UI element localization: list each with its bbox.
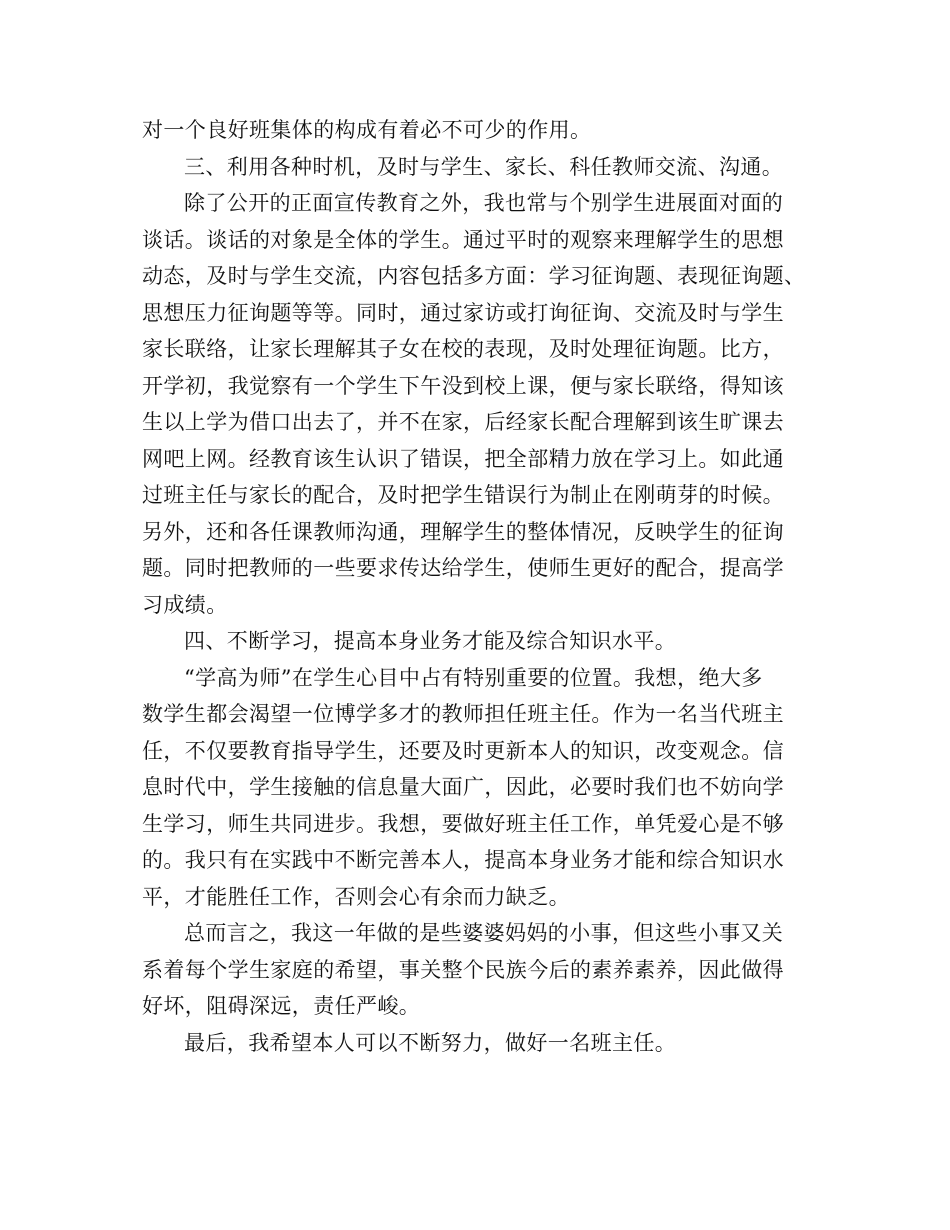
text-line: 任，不仅要教育指导学生，还要及时更新本人的知识，改变观念。信 [142, 738, 784, 763]
text-line: 动态，及时与学生交流，内容包括多方面：学习征询题、表现征询题、 [142, 264, 806, 288]
text-line: 最后，我希望本人可以不断努力，做好一名班主任。 [184, 1030, 677, 1055]
text-line: 好坏，阻碍深远，责任严峻。 [142, 994, 421, 1018]
text-line: 思想压力征询题等等。同时，通过家访或打询征询、交流及时与学生 [142, 300, 784, 325]
text-line: 平，才能胜任工作，否则会心有余而力缺乏。 [142, 884, 570, 909]
text-line: 开学初，我觉察有一个学生下午没到校上课，便与家长联络，得知该 [142, 373, 784, 398]
text-line: 系着每个学生家庭的希望，事关整个民族今后的素养素养，因此做得 [142, 957, 784, 982]
text-line: “学高为师”在学生心目中占有特别重要的位置。我想，绝大多 [184, 665, 763, 690]
text-line: 习成绩。 [142, 592, 228, 617]
text-line: 四、不断学习，提高本身业务才能及综合知识水平。 [184, 629, 677, 653]
text-line: 家长联络，让家长理解其子女在校的表现，及时处理征询题。比方， [142, 337, 784, 361]
text-line: 的。我只有在实践中不断完善本人，提高本身业务才能和综合知识水 [142, 848, 784, 872]
text-line: 三、利用各种时机，及时与学生、家长、科任教师交流、沟通。 [184, 154, 784, 179]
text-line: 生以上学为借口出去了，并不在家，后经家长配合理解到该生旷课去 [142, 410, 784, 434]
text-line: 网吧上网。经教育该生认识了错误，把全部精力放在学习上。如此通 [142, 446, 784, 471]
text-line: 谈话。谈话的对象是全体的学生。通过平时的观察来理解学生的思想 [142, 227, 784, 252]
text-line: 题。同时把教师的一些要求传达给学生，使师生更好的配合，提高学 [142, 556, 784, 580]
text-line: 过班主任与家长的配合，及时把学生错误行为制止在刚萌芽的时候。 [142, 483, 784, 507]
text-line: 生学习，师生共同进步。我想，要做好班主任工作，单凭爱心是不够 [142, 811, 784, 836]
document-body [142, 112, 842, 1061]
text-line: 另外，还和各任课教师沟通，理解学生的整体情况，反映学生的征询 [142, 519, 784, 544]
text-line: 对一个良好班集体的构成有着必不可少的作用。 [142, 118, 592, 142]
text-line: 数学生都会渴望一位博学多才的教师担任班主任。作为一名当代班主 [142, 702, 784, 726]
text-line: 息时代中，学生接触的信息量大面广，因此，必要时我们也不妨向学 [142, 775, 784, 799]
text-line: 总而言之，我这一年做的是些婆婆妈妈的小事，但这些小事又关 [184, 921, 784, 945]
text-line: 除了公开的正面宣传教育之外，我也常与个别学生进展面对面的 [184, 191, 784, 215]
